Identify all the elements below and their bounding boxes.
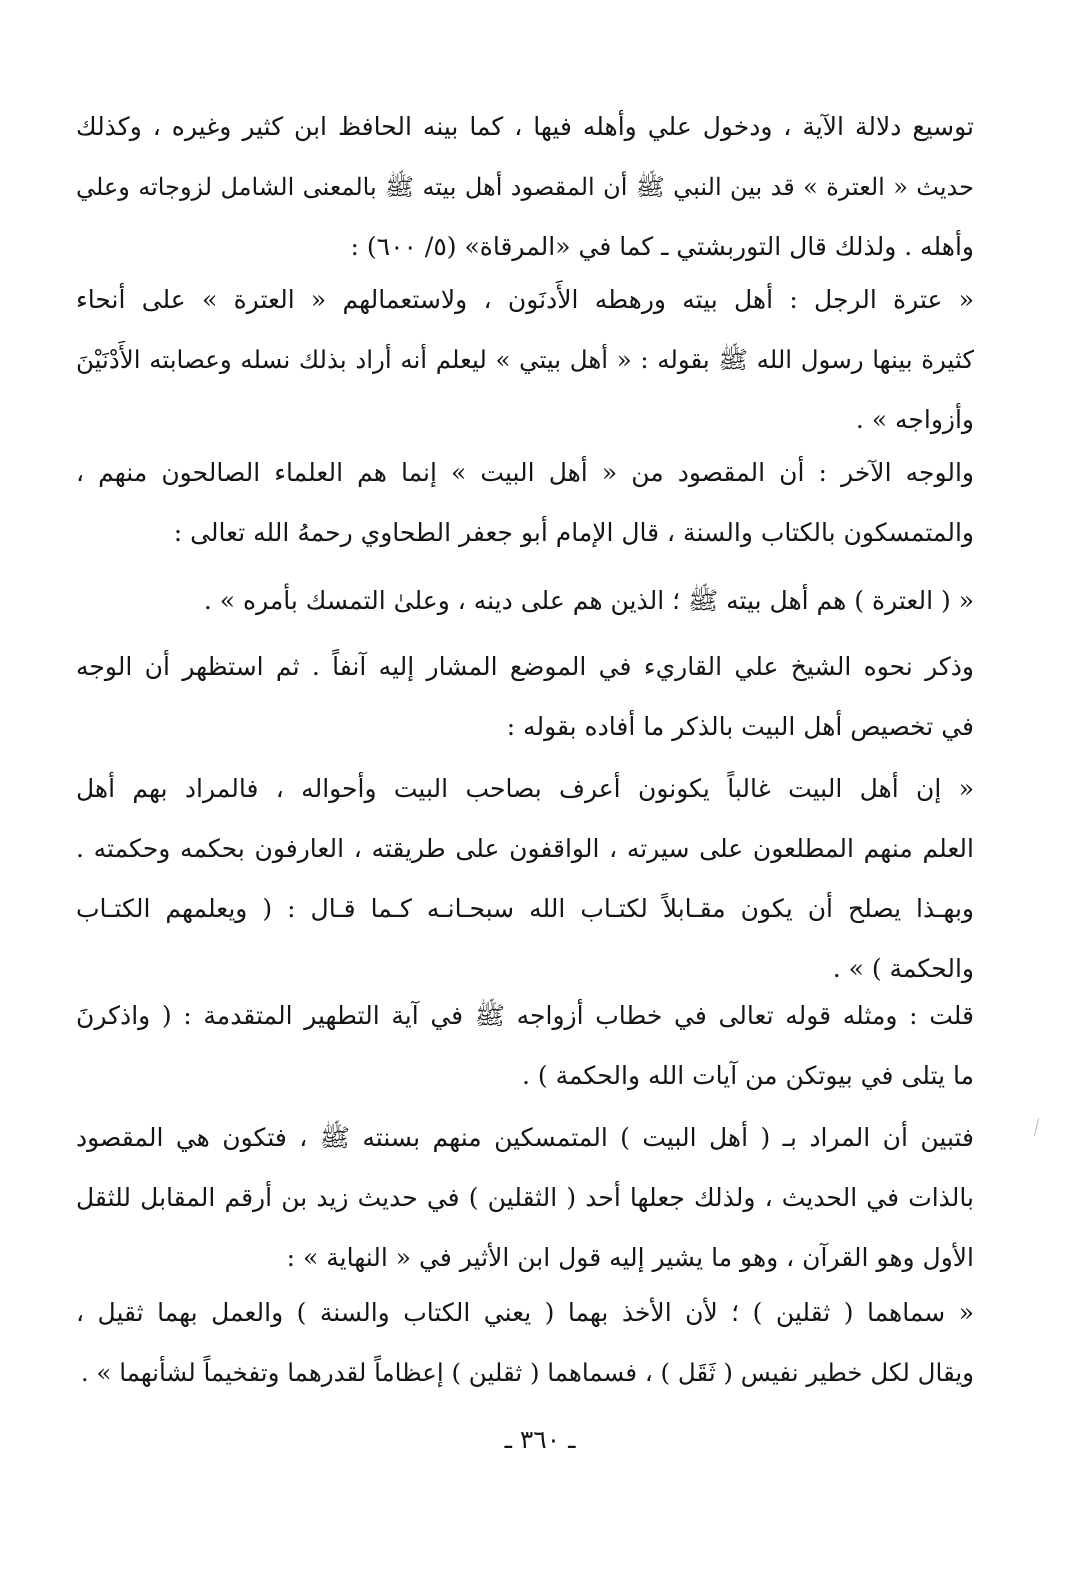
text-line: في تخصيص أهل البيت بالذكر ما أفاده بقوله : (506, 712, 974, 741)
text-line: وأهله . ولذلك قال التوربشتي ـ كما في «المرقاة» (٥/ ٦٠٠) : (350, 232, 974, 261)
text-line: وذكر نحوه الشيخ علي القاريء في الموضع المشار إليه آنفاً . ثم استظهر أن الوجه (76, 652, 974, 681)
text-line: « ( العترة ) هم أهل بيته ﷺ ؛ الذين هم على دينه ، وعلىٰ التمسك بأمره » . (203, 586, 974, 615)
text-line: توسيع دلالة الآية ، ودخول علي وأهله فيها ، كما بينه الحافظ ابن كثير وغيره ، وكذلك (76, 112, 974, 141)
quote-turbishti (76, 270, 974, 450)
text-line: العلم منهم المطلعون على سيرته ، الواقفون على طريقته ، العارفون بحكمه وحكمته . (76, 834, 974, 863)
page-number: ـ ٣٦٠ ـ (504, 1425, 576, 1454)
paragraph-second-view (76, 443, 974, 563)
quote-qari (76, 759, 974, 999)
text-line: كثيرة بينها رسول الله ﷺ بقوله : « أهل بيتي » ليعلم أنه أراد بذلك نسله وعصابته الأَدْنَيْنَ (76, 345, 974, 374)
paragraph-qultu (76, 986, 974, 1106)
text-line: ما يتلى في بيوتكن من آيات الله والحكمة ) . (521, 1061, 974, 1090)
text-line: ويقال لكل خطير نفيس ( ثَقَل ) ، فسماهما ( ثقلين ) إعظاماً لقدرهما وتفخيماً لشأنهما » . (80, 1358, 974, 1387)
paragraph-conclusion (76, 1108, 974, 1288)
text-line: وبهـذا يصلح أن يكون مقـابلاً لكتـاب الله سبحـانـه كـما قـال : ( ويعلمهم الكتـاب (76, 894, 974, 923)
text-line: بالذات في الحديث ، ولذلك جعلها أحد ( الثقلين ) في حديث زيد بن أرقم المقابل للثقل (76, 1183, 974, 1212)
quote-ibn-athir (76, 1283, 974, 1403)
text-line: والمتمسكون بالكتاب والسنة ، قال الإمام أبو جعفر الطحاوي رحمهُ الله تعالى : (173, 518, 974, 547)
text-line: والحكمة ) » . (832, 954, 974, 983)
text-line: حديث « العترة » قد بين النبي ﷺ أن المقصود أهل بيته ﷺ بالمعنى الشامل لزوجاته وعلي (76, 173, 974, 201)
margin-mark (1034, 1118, 1039, 1136)
text-line: فتبين أن المراد بـ ( أهل البيت ) المتمسكين منهم بسنته ﷺ ، فتكون هي المقصود (76, 1123, 974, 1152)
text-line: قلت : ومثله قوله تعالى في خطاب أزواجه ﷺ في آية التطهير المتقدمة : ( واذكرنَ (76, 1001, 974, 1030)
quote-tahawi (76, 571, 974, 631)
text-line: « سماهما ( ثقلين ) ؛ لأن الأخذ بهما ( يعني الكتاب والسنة ) والعمل بهما ثقيل ، (76, 1298, 974, 1327)
text-line: وأزواجه » . (855, 405, 974, 434)
text-line: الأول وهو القرآن ، وهو ما يشير إليه قول ابن الأثير في « النهاية » : (286, 1243, 974, 1272)
text-line: « عترة الرجل : أهل بيته ورهطه الأَدنَون ، ولاستعمالهم « العترة » على أنحاء (76, 285, 974, 314)
text-line: والوجه الآخر : أن المقصود من « أهل البيت » إنما هم العلماء الصالحون منهم ، (76, 458, 974, 487)
paragraph-intro (76, 97, 974, 277)
text-line: « إن أهل البيت غالباً يكونون أعرف بصاحب البيت وأحواله ، فالمراد بهم أهل (76, 774, 974, 803)
paragraph-qari (76, 637, 974, 757)
